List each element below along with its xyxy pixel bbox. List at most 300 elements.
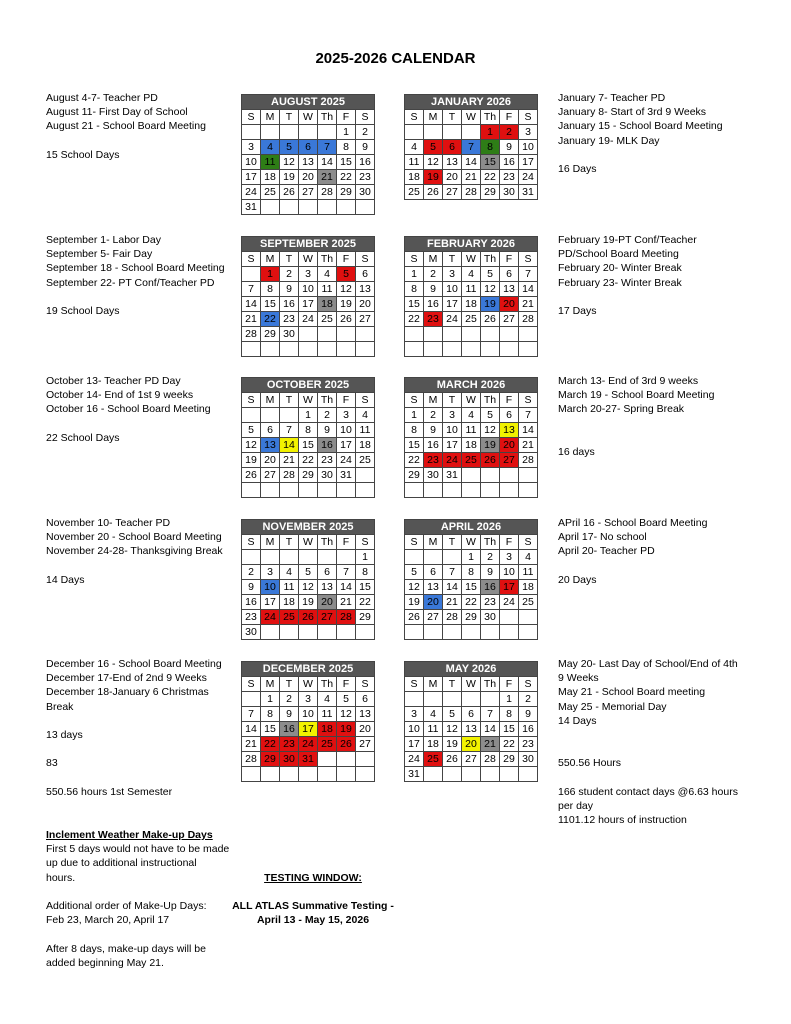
weekday-header: F xyxy=(500,252,519,267)
day-cell: 20 xyxy=(462,737,481,752)
day-cell: 23 xyxy=(481,595,500,610)
day-cell: 17 xyxy=(443,297,462,312)
weekday-header: Th xyxy=(481,110,500,125)
weekday-header: W xyxy=(299,252,318,267)
day-cell: 14 xyxy=(280,438,299,453)
empty-cell xyxy=(356,767,375,782)
day-cell: 13 xyxy=(500,282,519,297)
day-cell: 12 xyxy=(337,707,356,722)
empty-cell xyxy=(481,692,500,707)
day-cell: 13 xyxy=(500,423,519,438)
weekday-header: T xyxy=(443,393,462,408)
day-cell: 3 xyxy=(405,707,424,722)
calendar-october xyxy=(241,377,375,498)
day-cell: 22 xyxy=(462,595,481,610)
day-cell: 5 xyxy=(424,140,443,155)
day-cell: 31 xyxy=(337,468,356,483)
day-cell: 19 xyxy=(443,737,462,752)
day-cell: 28 xyxy=(280,468,299,483)
day-cell: 6 xyxy=(424,565,443,580)
empty-cell xyxy=(443,342,462,357)
empty-cell xyxy=(424,483,443,498)
day-cell: 18 xyxy=(318,297,337,312)
empty-cell xyxy=(242,408,261,423)
day-cell: 30 xyxy=(280,327,299,342)
weekday-header: W xyxy=(462,535,481,550)
month-title: JANUARY 2026 xyxy=(405,95,538,110)
weekday-header: S xyxy=(519,393,538,408)
empty-cell xyxy=(280,125,299,140)
weekday-header: S xyxy=(405,110,424,125)
day-cell: 14 xyxy=(337,580,356,595)
day-cell: 2 xyxy=(280,692,299,707)
day-cell: 19 xyxy=(481,297,500,312)
weekday-header: F xyxy=(337,535,356,550)
weekday-header: T xyxy=(280,110,299,125)
day-cell: 9 xyxy=(481,565,500,580)
day-cell: 19 xyxy=(242,453,261,468)
day-cell: 17 xyxy=(405,737,424,752)
day-cell: 28 xyxy=(481,752,500,767)
day-cell: 26 xyxy=(481,453,500,468)
day-cell: 16 xyxy=(424,438,443,453)
notes-october: October 13- Teacher PD Day October 14- End of 1st 9 weeks October 16 - School Board Meeting 22 School Days xyxy=(46,375,211,444)
day-cell: 23 xyxy=(519,737,538,752)
day-cell: 11 xyxy=(356,423,375,438)
day-cell: 1 xyxy=(405,267,424,282)
day-cell: 10 xyxy=(261,580,280,595)
empty-cell xyxy=(462,767,481,782)
day-cell: 8 xyxy=(481,140,500,155)
day-cell: 21 xyxy=(462,170,481,185)
notes-november: November 10- Teacher PD November 20 - School Board Meeting November 24-28- Thanksgiving Break 14 Days xyxy=(46,517,223,586)
day-cell: 23 xyxy=(318,453,337,468)
empty-cell xyxy=(280,767,299,782)
day-cell: 8 xyxy=(500,707,519,722)
day-cell: 16 xyxy=(356,155,375,170)
empty-cell xyxy=(318,767,337,782)
day-cell: 17 xyxy=(519,155,538,170)
day-cell: 27 xyxy=(500,312,519,327)
day-cell: 12 xyxy=(299,580,318,595)
weekday-header: S xyxy=(242,393,261,408)
day-cell: 6 xyxy=(500,267,519,282)
empty-cell xyxy=(424,342,443,357)
day-cell: 25 xyxy=(280,610,299,625)
day-cell: 9 xyxy=(242,580,261,595)
empty-cell xyxy=(481,483,500,498)
weekday-header: T xyxy=(443,110,462,125)
day-cell: 19 xyxy=(424,170,443,185)
empty-cell xyxy=(299,767,318,782)
empty-cell xyxy=(337,200,356,215)
day-cell: 21 xyxy=(280,453,299,468)
day-cell: 30 xyxy=(280,752,299,767)
day-cell: 24 xyxy=(299,737,318,752)
weekday-header: M xyxy=(261,677,280,692)
day-cell: 5 xyxy=(405,565,424,580)
empty-cell xyxy=(356,752,375,767)
month-title: OCTOBER 2025 xyxy=(242,378,375,393)
empty-cell xyxy=(519,767,538,782)
month-title: DECEMBER 2025 xyxy=(242,662,375,677)
day-cell: 28 xyxy=(462,185,481,200)
day-cell: 29 xyxy=(261,327,280,342)
empty-cell xyxy=(356,200,375,215)
weekday-header: T xyxy=(280,393,299,408)
day-cell: 15 xyxy=(462,580,481,595)
weekday-header: F xyxy=(337,110,356,125)
day-cell: 6 xyxy=(356,692,375,707)
day-cell: 30 xyxy=(481,610,500,625)
notes-march: March 13- End of 3rd 9 weeks March 19 - School Board Meeting March 20-27- Spring Break 16 days xyxy=(558,375,715,459)
day-cell: 26 xyxy=(443,752,462,767)
empty-cell xyxy=(443,550,462,565)
day-cell: 8 xyxy=(299,423,318,438)
empty-cell xyxy=(299,125,318,140)
day-cell: 26 xyxy=(242,468,261,483)
weekday-header: Th xyxy=(318,535,337,550)
empty-cell xyxy=(405,125,424,140)
day-cell: 27 xyxy=(356,737,375,752)
day-cell: 27 xyxy=(462,752,481,767)
day-cell: 2 xyxy=(280,267,299,282)
day-cell: 28 xyxy=(337,610,356,625)
day-cell: 5 xyxy=(299,565,318,580)
day-cell: 14 xyxy=(318,155,337,170)
day-cell: 14 xyxy=(519,282,538,297)
weekday-header: F xyxy=(500,677,519,692)
empty-cell xyxy=(500,483,519,498)
day-cell: 2 xyxy=(356,125,375,140)
weekday-header: F xyxy=(337,252,356,267)
day-cell: 15 xyxy=(299,438,318,453)
day-cell: 16 xyxy=(481,580,500,595)
page-title: 2025-2026 CALENDAR xyxy=(315,50,476,67)
day-cell: 30 xyxy=(318,468,337,483)
day-cell: 6 xyxy=(261,423,280,438)
empty-cell xyxy=(405,550,424,565)
empty-cell xyxy=(337,767,356,782)
day-cell: 24 xyxy=(443,453,462,468)
day-cell: 4 xyxy=(280,565,299,580)
day-cell: 13 xyxy=(462,722,481,737)
day-cell: 3 xyxy=(443,267,462,282)
day-cell: 16 xyxy=(519,722,538,737)
weekday-header: T xyxy=(443,535,462,550)
day-cell: 19 xyxy=(481,438,500,453)
day-cell: 14 xyxy=(481,722,500,737)
day-cell: 7 xyxy=(519,408,538,423)
day-cell: 15 xyxy=(356,580,375,595)
notes-january: January 7- Teacher PD January 8- Start of 3rd 9 Weeks January 15 - School Board Meeting January 19- MLK Day 16 Days xyxy=(558,92,723,176)
empty-cell xyxy=(318,752,337,767)
empty-cell xyxy=(337,327,356,342)
day-cell: 1 xyxy=(261,267,280,282)
weekday-header: S xyxy=(356,677,375,692)
day-cell: 18 xyxy=(462,438,481,453)
day-cell: 2 xyxy=(424,267,443,282)
notes-inclement-weather: Inclement Weather Make-up Days First 5 days would not have to be made up due to additional instructional hours. Additional order of Make-Up Days: Feb 23, March 20, April 17 After 8 days, make-up days will be added beginning May 21. xyxy=(46,829,230,969)
day-cell: 18 xyxy=(519,580,538,595)
empty-cell xyxy=(299,342,318,357)
weekday-header: F xyxy=(337,677,356,692)
day-cell: 26 xyxy=(280,185,299,200)
calendar-november xyxy=(241,519,375,640)
day-cell: 2 xyxy=(242,565,261,580)
empty-cell xyxy=(280,625,299,640)
day-cell: 26 xyxy=(337,737,356,752)
day-cell: 3 xyxy=(443,408,462,423)
day-cell: 30 xyxy=(519,752,538,767)
day-cell: 23 xyxy=(424,312,443,327)
day-cell: 19 xyxy=(405,595,424,610)
weekday-header: F xyxy=(337,393,356,408)
day-cell: 20 xyxy=(500,297,519,312)
day-cell: 4 xyxy=(462,267,481,282)
empty-cell xyxy=(318,342,337,357)
day-cell: 4 xyxy=(462,408,481,423)
notes-may: May 20- Last Day of School/End of 4th 9 Weeks May 21 - School Board meeting May 25 - Memorial Day 14 Days 550.56 Hours 166 student contact days @6.63 hours per day 1101.12 hours of instruction xyxy=(558,658,738,827)
day-cell: 3 xyxy=(500,550,519,565)
empty-cell xyxy=(299,200,318,215)
day-cell: 9 xyxy=(424,423,443,438)
day-cell: 21 xyxy=(481,737,500,752)
day-cell: 15 xyxy=(261,297,280,312)
day-cell: 9 xyxy=(424,282,443,297)
day-cell: 10 xyxy=(337,423,356,438)
empty-cell xyxy=(500,625,519,640)
empty-cell xyxy=(424,767,443,782)
empty-cell xyxy=(337,483,356,498)
empty-cell xyxy=(261,767,280,782)
empty-cell xyxy=(261,200,280,215)
empty-cell xyxy=(424,692,443,707)
day-cell: 5 xyxy=(337,692,356,707)
empty-cell xyxy=(462,625,481,640)
month-title: AUGUST 2025 xyxy=(242,95,375,110)
day-cell: 19 xyxy=(337,297,356,312)
month-title: SEPTEMBER 2025 xyxy=(242,237,375,252)
day-cell: 14 xyxy=(462,155,481,170)
day-cell: 12 xyxy=(242,438,261,453)
empty-cell xyxy=(318,327,337,342)
day-cell: 22 xyxy=(481,170,500,185)
empty-cell xyxy=(242,483,261,498)
calendar-august xyxy=(241,94,375,215)
weekday-header: M xyxy=(261,110,280,125)
empty-cell xyxy=(462,692,481,707)
day-cell: 12 xyxy=(405,580,424,595)
weekday-header: M xyxy=(424,252,443,267)
weekday-header: T xyxy=(280,535,299,550)
empty-cell xyxy=(280,408,299,423)
empty-cell xyxy=(242,267,261,282)
day-cell: 6 xyxy=(318,565,337,580)
day-cell: 25 xyxy=(356,453,375,468)
inclement-weather-title: Inclement Weather Make-up Days xyxy=(46,829,213,841)
weekday-header: M xyxy=(424,393,443,408)
day-cell: 21 xyxy=(519,438,538,453)
day-cell: 8 xyxy=(405,423,424,438)
month-title: FEBRUARY 2026 xyxy=(405,237,538,252)
day-cell: 22 xyxy=(405,312,424,327)
day-cell: 24 xyxy=(242,185,261,200)
empty-cell xyxy=(356,468,375,483)
day-cell: 31 xyxy=(299,752,318,767)
day-cell: 25 xyxy=(462,453,481,468)
day-cell: 19 xyxy=(280,170,299,185)
empty-cell xyxy=(424,625,443,640)
calendar-february xyxy=(404,236,538,357)
day-cell: 17 xyxy=(500,580,519,595)
day-cell: 24 xyxy=(519,170,538,185)
weekday-header: T xyxy=(280,677,299,692)
day-cell: 8 xyxy=(261,282,280,297)
empty-cell xyxy=(500,342,519,357)
empty-cell xyxy=(424,125,443,140)
day-cell: 2 xyxy=(318,408,337,423)
day-cell: 24 xyxy=(261,610,280,625)
day-cell: 5 xyxy=(481,267,500,282)
day-cell: 24 xyxy=(500,595,519,610)
day-cell: 21 xyxy=(337,595,356,610)
testing-window-line2: April 13 - May 15, 2026 xyxy=(256,914,370,926)
day-cell: 16 xyxy=(500,155,519,170)
day-cell: 29 xyxy=(405,468,424,483)
empty-cell xyxy=(337,342,356,357)
weekday-header: S xyxy=(405,677,424,692)
empty-cell xyxy=(519,327,538,342)
day-cell: 29 xyxy=(299,468,318,483)
day-cell: 23 xyxy=(424,453,443,468)
day-cell: 2 xyxy=(519,692,538,707)
day-cell: 12 xyxy=(424,155,443,170)
day-cell: 10 xyxy=(500,565,519,580)
day-cell: 23 xyxy=(500,170,519,185)
day-cell: 9 xyxy=(500,140,519,155)
empty-cell xyxy=(261,342,280,357)
day-cell: 10 xyxy=(299,282,318,297)
day-cell: 26 xyxy=(299,610,318,625)
day-cell: 15 xyxy=(405,438,424,453)
day-cell: 23 xyxy=(242,610,261,625)
weekday-header: S xyxy=(405,252,424,267)
day-cell: 20 xyxy=(299,170,318,185)
empty-cell xyxy=(242,342,261,357)
empty-cell xyxy=(481,342,500,357)
day-cell: 20 xyxy=(318,595,337,610)
day-cell: 20 xyxy=(443,170,462,185)
day-cell: 10 xyxy=(405,722,424,737)
day-cell: 3 xyxy=(519,125,538,140)
day-cell: 22 xyxy=(261,312,280,327)
day-cell: 12 xyxy=(443,722,462,737)
day-cell: 24 xyxy=(299,312,318,327)
day-cell: 19 xyxy=(299,595,318,610)
notes-february: February 19-PT Conf/Teacher PD/School Board Meeting February 20- Winter Break February 23- Winter Break 17 Days xyxy=(558,234,697,318)
day-cell: 31 xyxy=(519,185,538,200)
day-cell: 21 xyxy=(443,595,462,610)
weekday-header: S xyxy=(356,535,375,550)
day-cell: 21 xyxy=(242,737,261,752)
weekday-header: S xyxy=(356,393,375,408)
empty-cell xyxy=(481,625,500,640)
empty-cell xyxy=(261,625,280,640)
notes-september: September 1- Labor Day September 5- Fair Day September 18 - School Board Meeting September 22- PT Conf/Teacher PD 19 School Days xyxy=(46,234,225,318)
empty-cell xyxy=(519,468,538,483)
day-cell: 3 xyxy=(299,692,318,707)
day-cell: 25 xyxy=(405,185,424,200)
weekday-header: T xyxy=(443,252,462,267)
weekday-header: M xyxy=(261,252,280,267)
day-cell: 8 xyxy=(261,707,280,722)
day-cell: 13 xyxy=(443,155,462,170)
day-cell: 20 xyxy=(261,453,280,468)
weekday-header: W xyxy=(299,393,318,408)
day-cell: 9 xyxy=(356,140,375,155)
weekday-header: M xyxy=(424,677,443,692)
day-cell: 2 xyxy=(424,408,443,423)
weekday-header: W xyxy=(299,535,318,550)
empty-cell xyxy=(280,342,299,357)
day-cell: 17 xyxy=(261,595,280,610)
day-cell: 12 xyxy=(337,282,356,297)
day-cell: 10 xyxy=(519,140,538,155)
empty-cell xyxy=(481,468,500,483)
notes-august: August 4-7- Teacher PD August 11- First Day of School August 21 - School Board Meeting 15 School Days xyxy=(46,92,206,161)
testing-window-line1: ALL ATLAS Summative Testing - xyxy=(232,900,394,912)
day-cell: 7 xyxy=(242,282,261,297)
empty-cell xyxy=(261,483,280,498)
day-cell: 15 xyxy=(405,297,424,312)
day-cell: 21 xyxy=(318,170,337,185)
empty-cell xyxy=(318,550,337,565)
day-cell: 28 xyxy=(242,752,261,767)
day-cell: 7 xyxy=(462,140,481,155)
day-cell: 17 xyxy=(337,438,356,453)
day-cell: 20 xyxy=(356,297,375,312)
day-cell: 29 xyxy=(337,185,356,200)
day-cell: 27 xyxy=(261,468,280,483)
day-cell: 23 xyxy=(280,312,299,327)
day-cell: 16 xyxy=(280,722,299,737)
weekday-header: W xyxy=(462,677,481,692)
day-cell: 15 xyxy=(261,722,280,737)
weekday-header: S xyxy=(519,252,538,267)
empty-cell xyxy=(424,550,443,565)
day-cell: 25 xyxy=(462,312,481,327)
empty-cell xyxy=(299,327,318,342)
day-cell: 23 xyxy=(356,170,375,185)
day-cell: 18 xyxy=(424,737,443,752)
day-cell: 8 xyxy=(462,565,481,580)
day-cell: 1 xyxy=(337,125,356,140)
day-cell: 11 xyxy=(280,580,299,595)
empty-cell xyxy=(242,767,261,782)
day-cell: 28 xyxy=(519,312,538,327)
weekday-header: M xyxy=(424,110,443,125)
day-cell: 24 xyxy=(337,453,356,468)
day-cell: 28 xyxy=(318,185,337,200)
weekday-header: W xyxy=(462,252,481,267)
empty-cell xyxy=(405,327,424,342)
empty-cell xyxy=(261,125,280,140)
day-cell: 22 xyxy=(261,737,280,752)
weekday-header: W xyxy=(462,110,481,125)
weekday-header: S xyxy=(242,535,261,550)
empty-cell xyxy=(318,125,337,140)
